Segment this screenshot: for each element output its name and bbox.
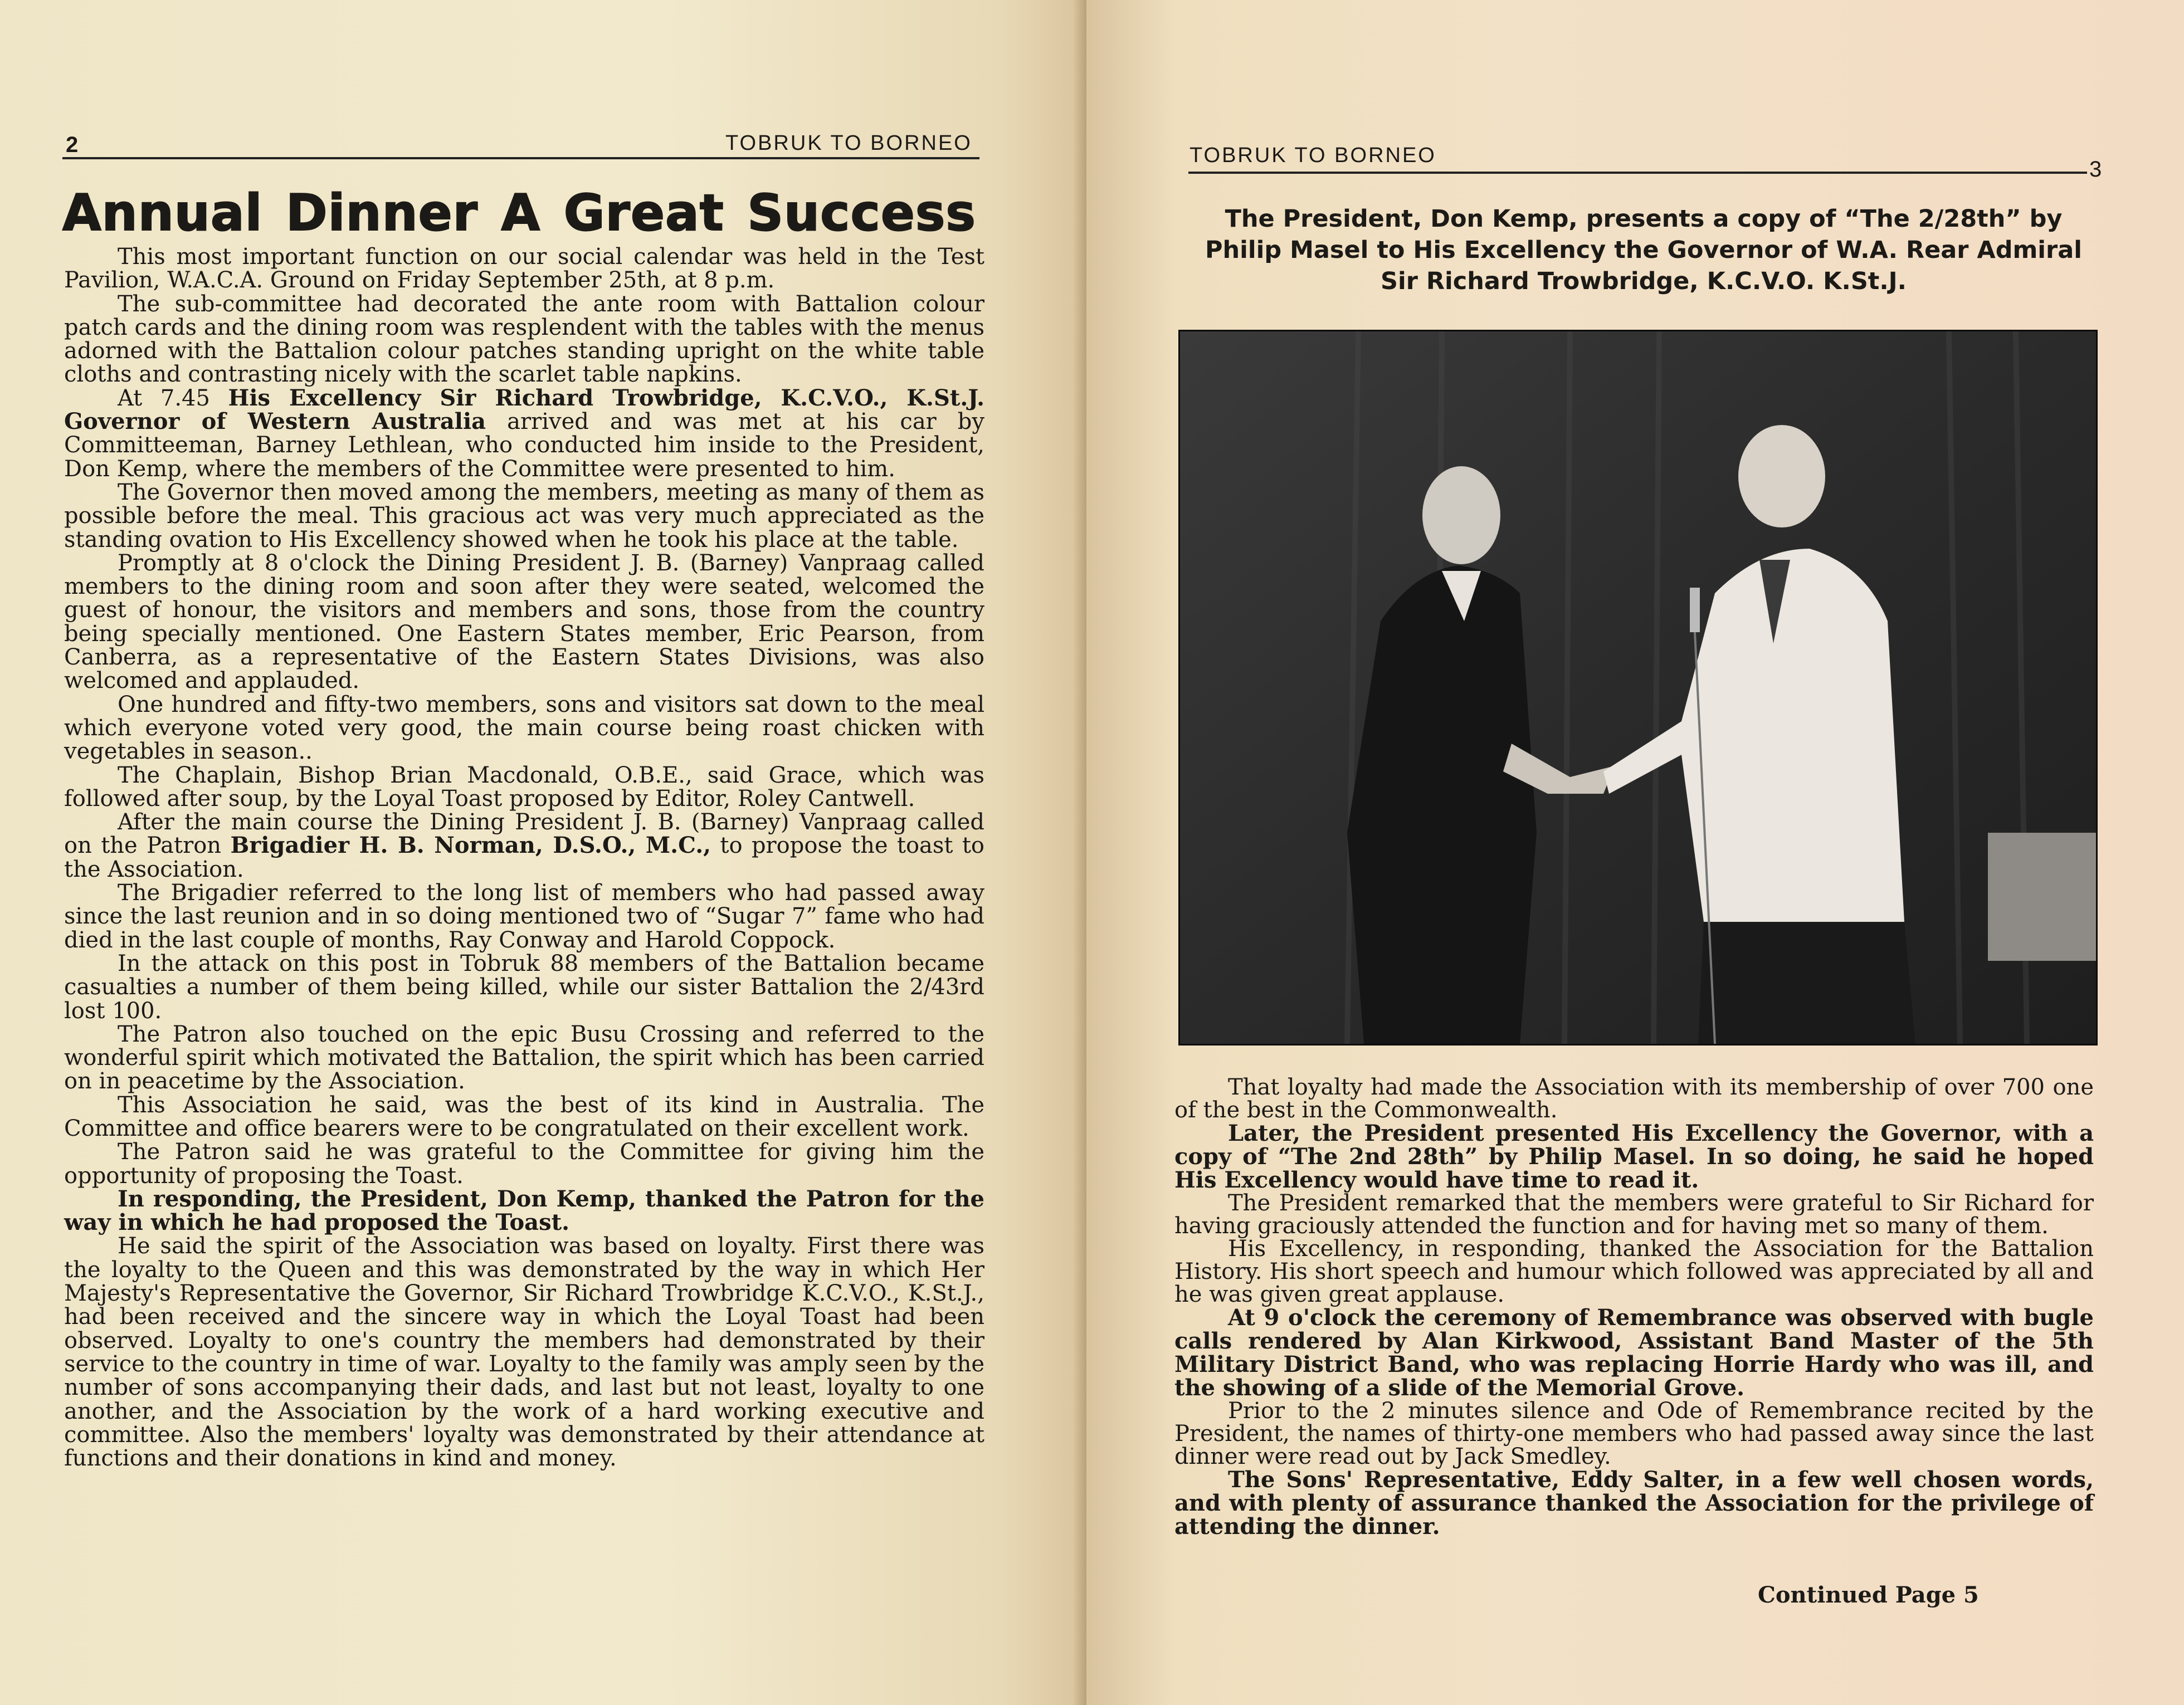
running-head: TOBRUK TO BORNEO (1190, 144, 1436, 167)
paragraph (64, 1140, 984, 1188)
text-run: This Association he said, was the best of its kind in Australia. The Committee and office bearers were to be congratulated on their excellent work. (64, 1092, 984, 1141)
paragraph (64, 693, 984, 764)
page-number: 2 (66, 133, 79, 157)
left-page (0, 0, 1086, 1705)
header-rule (1188, 172, 2087, 174)
paragraph (1174, 1468, 2094, 1538)
paragraph (64, 384, 985, 482)
bold-run: Later, the President presented His Excellency the Governor, with a copy of “The 2nd 28th” by Philip Masel. In so doing, he said he hoped His Excellency would have time to read it. (1174, 1120, 2094, 1193)
paragraph (1174, 1400, 2094, 1468)
text-run: His Excellency, in responding, thanked the Association for the Battalion History. His short speech and humour which followed was appreciated by all and he was given great applause. (1174, 1236, 2094, 1307)
article-body-right (1174, 1076, 2094, 1538)
text-run: This most important function on our social calendar was held in the Test Pavilion, W.A.C.A. Ground on Friday September 25th, at 8 p.m. (64, 244, 984, 294)
text-run: The Chaplain, Bishop Brian Macdonald, O.B.E., said Grace, which was followed after soup, by the Loyal Toast proposed by Editor, Roley Cantwell. (64, 762, 984, 812)
text-run: In the attack on this post in Tobruk 88 members of the Battalion became casualties a number of them being killed, while our sister Battalion the 2/43rd lost 100. (64, 950, 984, 1024)
text-run: That loyalty had made the Association with its membership of over 700 one of the best in the Commonwealth. (1174, 1074, 2094, 1123)
paragraph (64, 881, 984, 952)
paragraph (64, 551, 984, 693)
paragraph (64, 952, 984, 1023)
bold-run: His Excellency Sir Richard Trowbridge, K.C.V.O., K.St.J. Governor of Western Australia (64, 384, 985, 435)
page-number: 3 (2089, 157, 2102, 182)
paragraph (1174, 1122, 2094, 1192)
paragraph (64, 1023, 984, 1093)
text-run: He said the spirit of the Association was based on loyalty. First there was the loyalty to the Queen and this was demonstrated by the way in which Her Majesty's Representative the Governor, Sir Richard Trowbridge K.C.V.O., K.St.J., had been received and the sincere way in which the Loyal Toast had been observed. Loyalty to one's country the members had demonstrated by their service to the country in time of war. Loyalty to the family was amply seen by the number of sons accompanying their dads, and last but not least, loyalty to one another, and the Association by the work of a hard working executive and committee. Also the members' loyalty was demonstrated by their attendance at functions and their donations in kind and money. (64, 1233, 984, 1472)
text-run: After the main course the Dining President J. B. (Barney) Vanpraag called on the Patron (64, 809, 984, 859)
caption-line: Philip Masel to His Excellency the Governor of W.A. Rear Admiral (1205, 236, 2082, 264)
bold-run: The Sons' Representative, Eddy Salter, in a few well chosen words, and with plenty of assurance thanked the Association for the privilege of attending the dinner. (1174, 1467, 2094, 1540)
text-run: One hundred and fifty-two members, sons and visitors sat down to the meal which everyone voted very good, the main course being roast chicken with vegetables in season.. (64, 691, 984, 765)
text-run: At 7.45 (118, 385, 228, 411)
paragraph (64, 292, 984, 387)
bold-run: In responding, the President, Don Kemp, thanked the Patron for the way in which he had proposed the Toast. (64, 1185, 984, 1236)
article-body-left (64, 245, 984, 1470)
text-run: arrived and was met at his car by Committeeman, Barney Lethlean, who conducted him inside to the President, Don Kemp, where the members of the Committee were presented to him. (64, 409, 984, 482)
paragraph (64, 1234, 984, 1470)
continued-note: Continued Page 5 (1758, 1582, 1979, 1608)
paragraph (64, 481, 984, 551)
running-head: TOBRUK TO BORNEO (725, 131, 972, 155)
paragraph (1174, 1306, 2094, 1400)
paragraph (64, 1093, 984, 1141)
article-headline: Annual Dinner A Great Success (62, 184, 976, 242)
text-run: The Patron also touched on the epic Busu Crossing and referred to the wonderful spirit which motivated the Battalion, the spirit which has been carried on in peacetime by the Association. (64, 1021, 984, 1095)
bold-run: At 9 o'clock the ceremony of Remembrance was observed with bugle calls rendered by Alan Kirkwood, Assistant Band Master of the 5th Military District Band, who was replacing Horrie Hardy who was ill, and the showing of a slide of the Memorial Grove. (1174, 1305, 2094, 1401)
caption-line: Sir Richard Trowbridge, K.C.V.O. K.St.J. (1380, 267, 1907, 295)
text-run: to propose the toast to the Association. (64, 833, 984, 882)
bold-run: Brigadier H. B. Norman, D.S.O., M.C., (230, 832, 711, 859)
text-run: The sub-committee had decorated the ante room with Battalion colour patch cards and the dining room was resplendent with the tables with the menus adorned with the Battalion colour patches standing upright on the white table cloths and contrasting nicely with the scarlet table napkins. (64, 291, 984, 388)
paragraph (1174, 1192, 2094, 1238)
paragraph (1174, 1238, 2094, 1306)
header-rule (62, 157, 979, 159)
photo-caption (1187, 203, 2100, 297)
caption-line: The President, Don Kemp, presents a copy of “The 2/28th” by (1225, 205, 2063, 233)
paragraph (64, 1185, 984, 1236)
text-run: The Brigadier referred to the long list of members who had passed away since the last reunion and in so doing mentioned two of “Sugar 7” fame who had died in the last couple of months, Ray Conway and Harold Coppock. (64, 880, 984, 953)
text-run: Promptly at 8 o'clock the Dining President J. B. (Barney) Vanpraag called members to the dining room and soon after they were seated, welcomed the guest of honour, the visitors and members and sons, those from the country being specially mentioned. One Eastern States member, Eric Pearson, from Canberra, as a representative of the Eastern States Divisions, was also welcomed and applauded. (64, 550, 984, 694)
paragraph (1174, 1076, 2094, 1122)
text-run: Prior to the 2 minutes silence and Ode of Remembrance recited by the President, the names of thirty-one members who had passed away since the last dinner were read out by Jack Smedley. (1174, 1398, 2094, 1469)
presentation-photograph (1178, 330, 2098, 1046)
photograph-icon (1180, 331, 2096, 1044)
text-run: The Governor then moved among the members, meeting as many of them as possible before the meal. This gracious act was very much appreciated as the standing ovation to His Excellency showed when he took his place at the table. (64, 479, 984, 553)
text-run: The President remarked that the members were grateful to Sir Richard for having graciously attended the function and for having met so many of them. (1174, 1190, 2094, 1239)
paragraph (64, 810, 984, 881)
paragraph (64, 245, 984, 292)
text-run: The Patron said he was grateful to the Committee for giving him the opportunity of proposing the Toast. (64, 1139, 984, 1189)
paragraph (64, 764, 984, 811)
